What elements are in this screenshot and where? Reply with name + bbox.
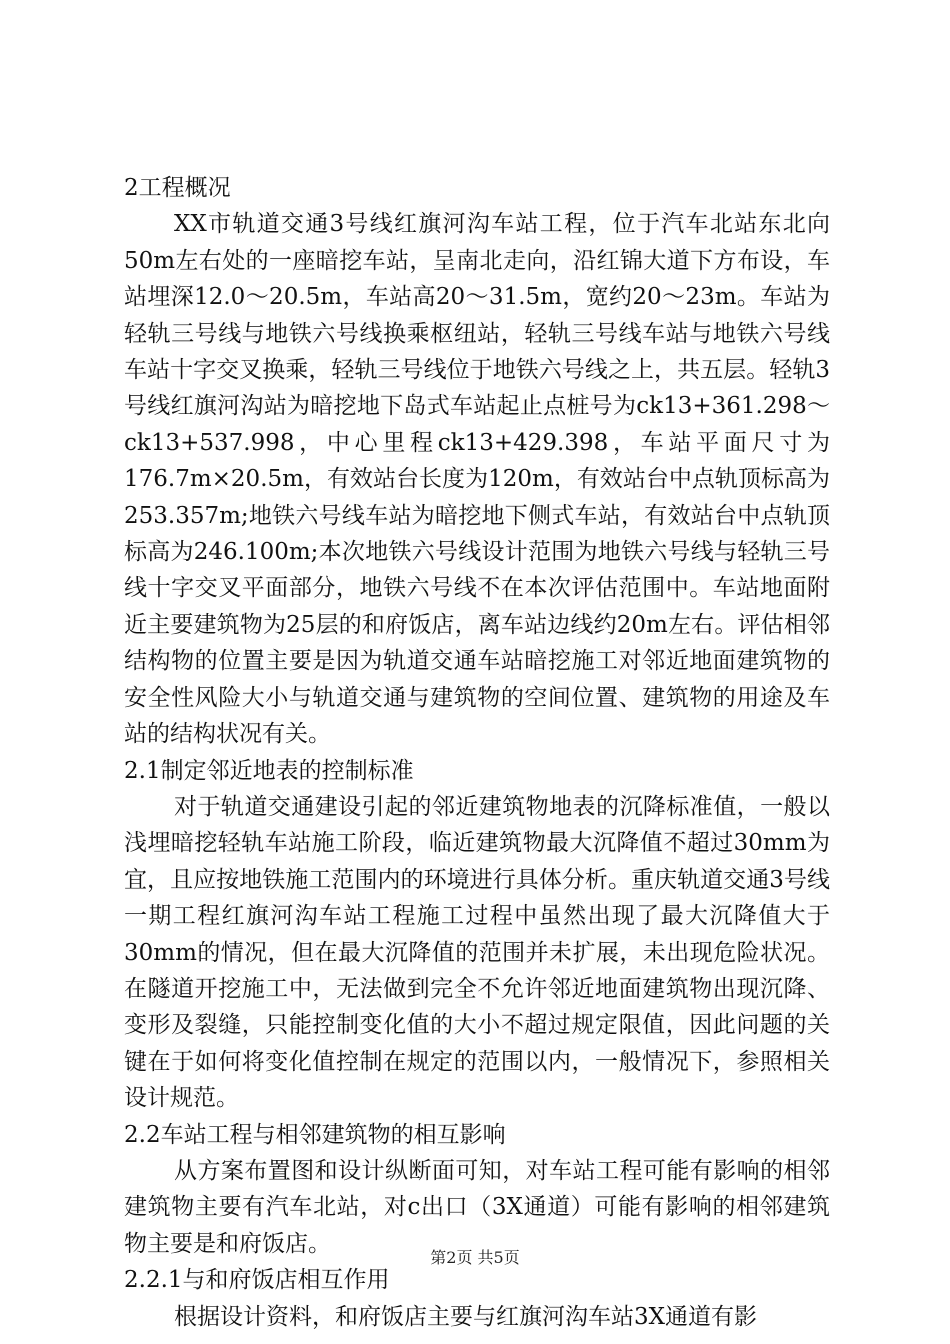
document-body <box>124 170 830 1335</box>
paragraph-interaction: 从方案布置图和设计纵断面可知，对车站工程可能有影响的相邻建筑物主要有汽车北站，对c出口（3X通道）可能有影响的相邻建筑物主要是和府饭店。 <box>124 1157 830 1257</box>
section-heading-2-2: 2.2车站工程与相邻建筑物的相互影响 <box>124 1121 506 1148</box>
section-heading-2-2-1: 2.2.1与和府饭店相互作用 <box>124 1267 390 1294</box>
paragraph-hotel-interaction: 根据设计资料，和府饭店主要与红旗河沟车站3X通道有影 <box>174 1303 758 1330</box>
section-heading-2: 2工程概况 <box>124 175 231 201</box>
paragraph-control-standard: 对于轨道交通建设引起的邻近建筑物地表的沉降标准值，一般以浅埋暗挖轻轨车站施工阶段，临近建筑物最大沉降值不超过30mm为宜，且应按地铁施工范围内的环境进行具体分析。重庆轨道交通3号线一期工程红旗河沟车站工程施工过程中虽然出现了最大沉降值大于30mm的情况，但在最大沉降值的范围并未扩展，未出现危险状况。在隧道开挖施工中，无法做到完全不允许邻近地面建筑物出现沉降、变形及裂缝，只能控制变化值的大小不超过规定限值，因此问题的关键在于如何将变化值控制在规定的范围以内，一般情况下，参照相关设计规范。 <box>124 793 830 1112</box>
paragraph-overview: XX市轨道交通3号线红旗河沟车站工程，位于汽车北站东北向50m左右处的一座暗挖车站，呈南北走向，沿红锦大道下方布设，车站埋深12.0～20.5m，车站高20～31.5m，宽约20～23m。车站为轻轨三号线与地铁六号线换乘枢纽站，轻轨三号线车站与地铁六号线车站十字交叉换乘，轻轨三号线位于地铁六号线之上，共五层。轻轨3号线红旗河沟站为暗挖地下岛式车站起止点桩号为ck13+361.298～ck13+537.998，中心里程ck13+429.398，车站平面尺寸为176.7m×20.5m，有效站台长度为120m，有效站台中点轨顶标高为253.357m;地铁六号线车站为暗挖地下侧式车站，有效站台中点轨顶标高为246.100m;本次地铁六号线设计范围为地铁六号线与轻轨三号线十字交叉平面部分，地铁六号线不在本次评估范围中。车站地面附近主要建筑物为25层的和府饭店，离车站边线约20m左右。评估相邻结构物的位置主要是因为轨道交通车站暗挖施工对邻近地面建筑物的安全性风险大小与轨道交通与建筑物的空间位置、建筑物的用途及车站的结构状况有关。 <box>124 211 830 748</box>
page-footer: 第2页 共5页 <box>430 1248 520 1267</box>
section-heading-2-1: 2.1制定邻近地表的控制标准 <box>124 757 414 784</box>
